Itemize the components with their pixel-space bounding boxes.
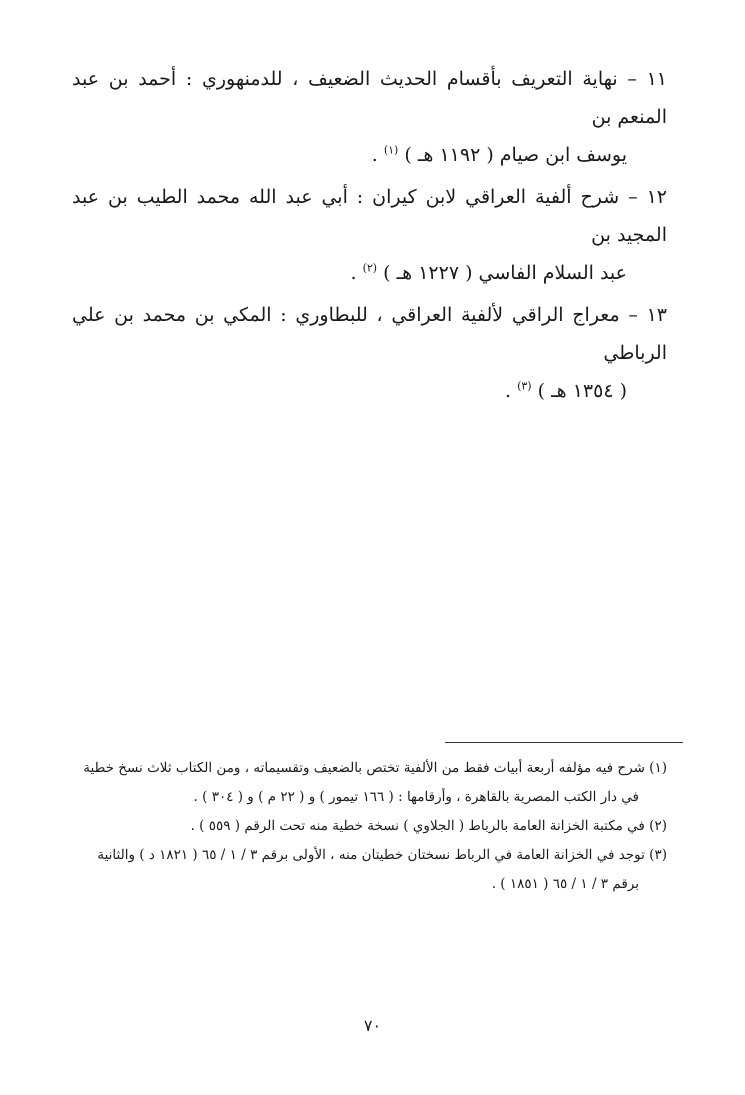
footnote-2 [72, 812, 667, 841]
entry-end: . [371, 144, 378, 166]
footnote-3 [72, 841, 667, 899]
entry-end: . [504, 380, 512, 402]
entry-text: عبد السلام الفاسي ( ١٢٢٧ هـ ) [383, 262, 627, 284]
entry-number: ١١ – [627, 68, 667, 90]
entry-number: ١٣ – [628, 304, 667, 326]
footnote-ref: (٢) [362, 261, 378, 275]
entry-text: معراج الراقي لألفية العراقي ، للبطاوري : المكي بن محمد بن علي الرباطي [72, 304, 667, 364]
footnote-continuation: برقم ٣ / ١ / ٦٥ ( ١٨٥١ ) . [491, 876, 639, 892]
footnotes-section [72, 754, 667, 899]
entry-13 [72, 296, 667, 410]
entries-list [72, 60, 667, 414]
entry-text: نهاية التعريف بأقسام الحديث الضعيف ، للدمنهوري : أحمد بن عبد المنعم بن [72, 68, 667, 128]
entry-continuation [72, 372, 667, 410]
entry-number: ١٢ – [628, 186, 668, 208]
footnote-text: (٢) في مكتبة الخزانة العامة بالرباط ( الجلاوي ) نسخة خطية منه تحت الرقم ( ٥٥٩ ) . [190, 818, 667, 834]
footnote-separator [445, 742, 683, 743]
footnote-text: (٣) توجد في الخزانة العامة في الرباط نسختان خطيتان منه ، الأولى برقم ٣ / ١ / ٦٥ ( ١٨٢١ د ) والثانية [97, 847, 667, 863]
footnote-text: (١) شرح فيه مؤلفه أربعة أبيات فقط من الألفية تختص بالضعيف وتقسيماته ، ومن الكتاب ثلاث نسخ خطية [83, 760, 667, 776]
entry-12 [72, 178, 667, 292]
footnote-1 [72, 754, 667, 812]
entry-text: ( ١٣٥٤ هـ ) [537, 380, 627, 402]
entry-continuation [72, 254, 667, 292]
entry-text: يوسف ابن صيام ( ١١٩٢ هـ ) [404, 144, 627, 166]
footnote-ref: (٣) [517, 379, 532, 393]
page-number: ٧٠ [363, 1016, 382, 1035]
footnote-continuation: في دار الكتب المصرية بالقاهرة ، وأرقامها : ( ١٦٦ تيمور ) و ( ٢٢ م ) و ( ٣٠٤ ) . [193, 789, 639, 805]
footnote-ref: (١) [383, 143, 399, 157]
entry-11 [72, 60, 667, 174]
entry-text: شرح ألفية العراقي لابن كيران : أبي عبد الله محمد الطيب بن عبد المجيد بن [72, 186, 667, 246]
entry-end: . [350, 262, 357, 284]
entry-continuation [72, 136, 667, 174]
